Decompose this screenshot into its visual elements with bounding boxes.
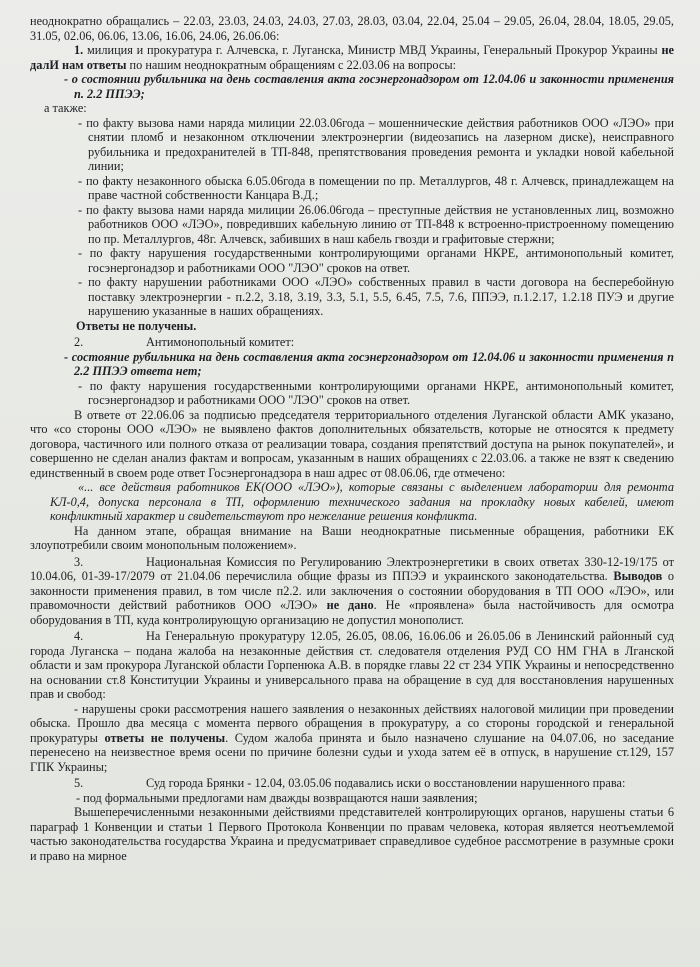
section-5-item: - под формальными предлогами нам дважды возвращаются наши заявления; — [76, 790, 478, 805]
section-1-bullet-bold: - о состоянии рубильника на день составления акта госэнергонадзором от 12.04.06 и законности применения п. 2.2 ППЭЭ; — [64, 72, 674, 101]
section-2-heading: 2. Антимонопольный комитет: — [74, 335, 295, 349]
section-1-no-answers: Ответы не получены. — [76, 318, 197, 333]
section-1-also: а также: — [44, 101, 87, 115]
section-3-paragraph: 3. Национальная Комиссия по Регулированию Электроэнергетики в своих ответах 330-12-19/175 от 10.04.06, 01-39-17/2079 от 21.04.06 перечислила общие фразы из ППЭЭ и украинского законодательства. Выводов о законности применения правил, в том числе п2.2. или заключения о состоянии оборудования в ТП ООО «ЛЭО», или правомочности действий работников ООО «ЛЭО» не дано. Не «проявлена» была настойчивость для осмотра оборудования в ТП, куда контролирующую организацию не допустил монополист. — [30, 554, 674, 627]
section-2-conclusion: На данном этапе, обращая внимание на Ваши неоднократные письменные обращения, работники ЕК злоупотребили своим монопольным положением». — [30, 523, 674, 552]
section-5-conclusion: Вышеперечисленными незаконными действиями представителей контролирующих органов, нарушены статьи 6 параграф 1 Конвенции и статьи 1 Первого Протокола Конвенции по правам человека, которая является неотъемлемой частью законодательства государства Украина и предусматривает справедливое судебное рассмотрение в разумные сроки и право на мирное — [30, 805, 674, 863]
intro-dates: неоднократно обращались – 22.03, 23.03, 24.03, 24.03, 27.03, 28.03, 03.04, 22.04, 25.04 – 29.05, 26.04, 28.04, 18.05, 29.05, 31.05, 02.06, 06.06, 13.06, 16.06, 24.06, 26.06.06: — [30, 14, 674, 43]
section-2-item-1: - по факту нарушения государственными контролирующими органами НКРЕ, антимонопольный комитет, госэнергонадзор и работниками ООО "ЛЭО" сроков на ответ. — [78, 378, 674, 407]
section-1-item-5: - по факту нарушении работниками ООО «ЛЭО» собственных правил в части договора на бесперебойную поставку электроэнергии - п.2.2, 3.18, 3.19, 3.3, 5.1, 5.5, 6.45, 7.5, 7.6, ППЭЭ, п.1.2.17, 1.2.18 ПУЭ и другие нарушению указанные в наших обращениях. — [78, 275, 674, 318]
section-4-paragraph: 4. На Генеральную прокуратуру 12.05, 26.05, 08.06, 16.06.06 и 26.05.06 в Ленинский районный суд города Луганска – подана жалоба на незаконные действия ст. следователя отделения РУД СО НМ ГНА в Лганской области и зам прокурора Луганской области Горпенюка А.В. в порядке главы 22 ст 234 УПК Украины и непосредственно на основании ст.8 Конституции Украины и универсального права на обращение в суд для восстановления нарушенных прав и свобод: — [30, 629, 674, 701]
section-1-item-2: - по факту незаконного обыска 6.05.06года в помещении по пр. Металлургов, 48 г. Алчевск, принадлежащем на праве частной собственности Канцара В.Д.; — [78, 173, 674, 202]
section-5-heading: 5. Суд города Брянки - 12.04, 03.05.06 подавались иски о восстановлении нарушенного права: — [74, 776, 626, 790]
section-1-heading: 1. милиция и прокуратура г. Алчевска, г. Луганска, Министр МВД Украины, Генеральный Прокурор Украины не далИ нам ответы по нашим неоднократным обращениям с 22.03.06 на вопросы: — [30, 43, 674, 72]
section-1-item-4: - по факту нарушения государственными контролирующими органами НКРЕ, антимонопольный комитет, госэнергонадзор и работниками ООО "ЛЭО" сроков на ответ. — [78, 246, 674, 275]
section-2-response: В ответе от 22.06.06 за подписью председателя территориального отделения Луганской области АМК указано, что «со стороны ООО «ЛЭО» не выявлено фактов дополнительных обязательств, которые не относятся к предмету договора, частичного или полного отказа от реализации товара, создания препятствий доступа на рынок покупателей», и совершенно не сделан анализ фактам и вопросам, указанным в наших обращениях с 22.03.06. а также не взят к сведению единственный в своем роде ответ Госэнергонадзора в наш адрес от 08.06.06, где отмечено: — [30, 407, 674, 480]
section-2-bullet-bold: - состояние рубильника на день составления акта госэнергонадзором от 12.04.06 и законности применения п 2.2 ППЭЭ ответа нет; — [64, 349, 674, 378]
section-1-item-1: - по факту вызова нами наряда милиции 22.03.06года – мошеннические действия работников ООО «ЛЭО» при снятии пломб и незаконном отключении электроэнергии (видеозапись на лазерном диске), неисправного рубильника и предохранителей в ТП-848, препятствования проведения ремонта и укладки новой кабельной линии; — [78, 115, 674, 173]
section-4-item: - нарушены сроки рассмотрения нашего заявления о незаконных действиях налоговой милиции при проведении обыска. Прошло два месяца с момента первого обращения в прокуратуру, а со стороны городской и генеральной прокуратуры ответы не получены. Судом жалоба принята и было назначено слушание на 04.07.06, но заседание перенесено на неизвестное время осени по причине болезни судьи и ухода затем её в отпуск, в нарушение ст.129, 157 ГПК Украины; — [30, 701, 675, 774]
section-1-item-3: - по факту вызова нами наряда милиции 26.06.06года – преступные действия не установленных лиц, возможно работников ООО «ЛЭО», повредивших кабельную линию от ТП-848 к встроенно-пристроенному помещению по пр. Металлургов, 48г. Алчевск, забивших в наш кабель гвозди и графитовые стержни; — [78, 202, 674, 246]
section-2-quote: «... все действия работников ЕК(ООО «ЛЭО»), которые связаны с выделением лаборатории для ремонта КЛ-0,4, допуска персонала в ТП, оформлению технического задания на прокладку новых кабелей, имеют конфликтный характер и свидетельствуют про нежелание решения конфликта. — [50, 480, 674, 523]
